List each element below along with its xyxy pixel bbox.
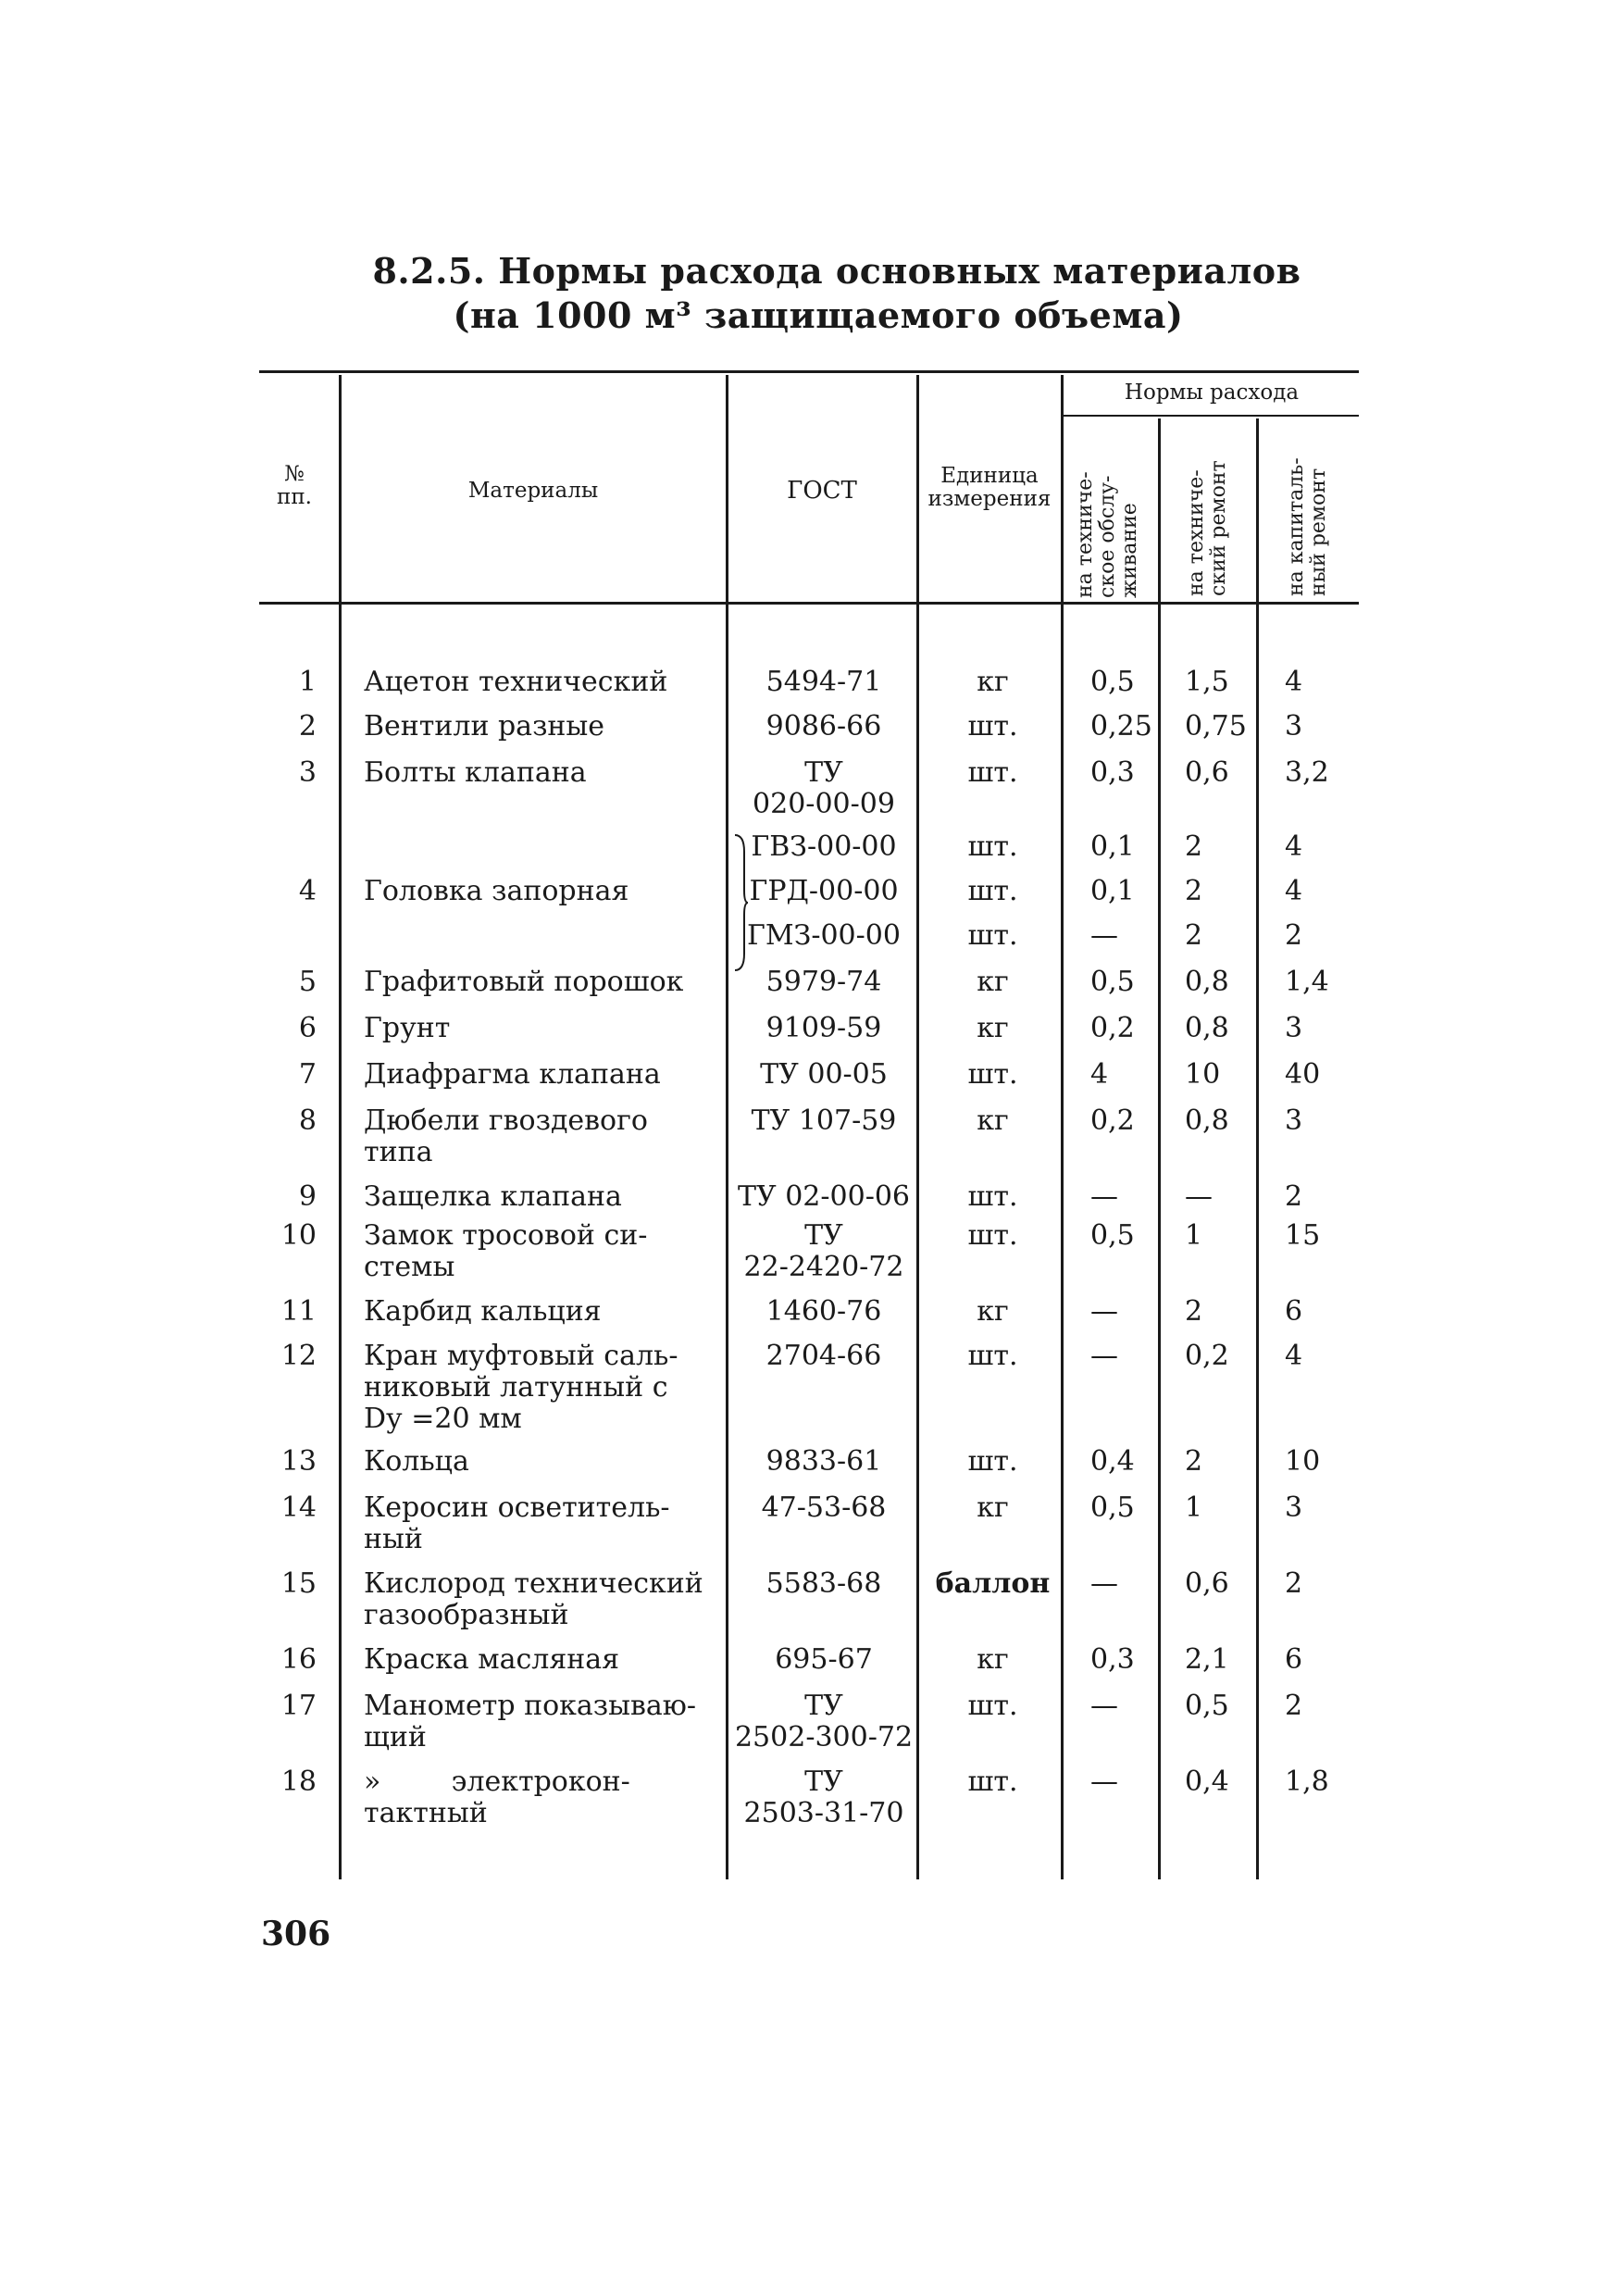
page-title: 8.2.5. Нормы расхода основных материалов [372, 250, 1301, 292]
row-norm-kr: 4 [1285, 830, 1303, 863]
header-gost: ГОСТ [787, 477, 857, 505]
row-material: Манометр показываю- щий [364, 1690, 697, 1753]
row-norm-tr: 0,6 [1185, 756, 1229, 789]
row-unit: кг [977, 666, 1009, 698]
row-material: » электрокон- тактный [364, 1766, 630, 1829]
row-norm-tr: 0,8 [1185, 1104, 1229, 1137]
row-material: Кольца [364, 1445, 469, 1478]
row-unit: кг [977, 1012, 1009, 1044]
row-norm-to: — [1090, 1340, 1118, 1372]
row-material: Кислород технический газообразный [364, 1567, 703, 1631]
row-number: 4 [298, 875, 317, 907]
row-norm-kr: 2 [1285, 1690, 1303, 1722]
norms-group-rule [1063, 415, 1359, 417]
row-norm-kr: 10 [1285, 1445, 1321, 1478]
row-number: 8 [298, 1104, 317, 1137]
row-material: Графитовый порошок [364, 966, 684, 998]
row-gost: ГРД-00-00 [749, 875, 899, 907]
row-norm-to: 0,2 [1090, 1012, 1135, 1044]
row-norm-kr: 2 [1285, 1180, 1303, 1213]
row-number: 12 [280, 1340, 317, 1372]
table-top-rule [259, 370, 1359, 373]
row-unit: баллон [935, 1567, 1051, 1600]
header-material: Материалы [467, 479, 599, 503]
row-number: 9 [298, 1180, 317, 1213]
row-number: 11 [280, 1295, 317, 1328]
row-number: 13 [280, 1445, 317, 1478]
row-norm-tr: 0,2 [1185, 1340, 1229, 1372]
row-unit: кг [977, 1295, 1009, 1328]
row-unit: кг [977, 1491, 1009, 1524]
page-number: 306 [261, 1915, 331, 1953]
row-norm-tr: 10 [1185, 1058, 1221, 1091]
row-gost: 5494-71 [765, 666, 882, 698]
row-norm-tr: 0,75 [1185, 710, 1247, 742]
col-divider [339, 375, 342, 1879]
row-material: Защелка клапана [364, 1180, 622, 1213]
header-norms-group: Нормы расхода [1124, 381, 1300, 405]
row-gost: ТУ 22-2420-72 [743, 1219, 904, 1283]
row-number: 3 [298, 756, 317, 789]
row-unit: шт. [967, 1445, 1018, 1478]
row-norm-tr: 0,5 [1185, 1690, 1229, 1722]
row-norm-tr: 2 [1185, 1295, 1203, 1328]
row-material: Вентили разные [364, 710, 605, 742]
row-gost: 9833-61 [765, 1445, 882, 1478]
row-unit: кг [977, 966, 1009, 998]
row-material: Замок тросовой си- стемы [364, 1219, 648, 1283]
row-gost: ТУ 2503-31-70 [743, 1766, 904, 1829]
row-unit: шт. [967, 1340, 1018, 1372]
row-unit: шт. [967, 1180, 1018, 1213]
row-norm-kr: 3 [1285, 1104, 1303, 1137]
header-num: № пп. [277, 462, 312, 509]
row-unit: кг [977, 1643, 1009, 1676]
row-number: 5 [298, 966, 317, 998]
row-material: Керосин осветитель- ный [364, 1491, 670, 1555]
row-norm-kr: 3 [1285, 710, 1303, 742]
row-material: Дюбели гвоздевого типа [364, 1104, 648, 1168]
row-unit: шт. [967, 875, 1018, 907]
row-gost: 1460-76 [765, 1295, 882, 1328]
row-norm-tr: 0,4 [1185, 1766, 1229, 1798]
row-unit: шт. [967, 1219, 1018, 1252]
row-gost: ТУ 00-05 [760, 1058, 888, 1091]
row-material: Грунт [364, 1012, 451, 1044]
row-material: Краска масляная [364, 1643, 620, 1676]
row-number: 10 [280, 1219, 317, 1252]
row-gost: 9086-66 [765, 710, 882, 742]
row-norm-kr: 1,4 [1285, 966, 1329, 998]
row-norm-tr: 1 [1185, 1491, 1203, 1524]
row-number: 18 [280, 1766, 317, 1798]
row-norm-kr: 4 [1285, 875, 1303, 907]
row-norm-to: 0,1 [1090, 830, 1135, 863]
row-material: Кран муфтовый саль- никовый латунный с Dу =20 мм [364, 1340, 678, 1435]
row-number: 14 [280, 1491, 317, 1524]
row-unit: шт. [967, 710, 1018, 742]
row-norm-to: 0,2 [1090, 1104, 1135, 1137]
row-unit: шт. [967, 1766, 1018, 1798]
row-material: Диафрагма клапана [364, 1058, 661, 1091]
row-norm-to: — [1090, 1295, 1118, 1328]
row-gost: ГМЗ-00-00 [747, 919, 901, 952]
row-norm-to: 4 [1090, 1058, 1109, 1091]
row-gost: ТУ 107-59 [751, 1104, 897, 1137]
row-gost: ТУ 020-00-09 [753, 756, 895, 820]
row-unit: шт. [967, 919, 1018, 952]
row-norm-tr: 0,6 [1185, 1567, 1229, 1600]
row-norm-kr: 3 [1285, 1012, 1303, 1044]
row-norm-to: 0,4 [1090, 1445, 1135, 1478]
row-norm-kr: 2 [1285, 919, 1303, 952]
col-divider [916, 375, 919, 1879]
row-norm-tr: — [1185, 1180, 1213, 1213]
row-unit: шт. [967, 756, 1018, 789]
row-norm-kr: 40 [1285, 1058, 1321, 1091]
row-norm-tr: 1 [1185, 1219, 1203, 1252]
row-norm-to: 0,5 [1090, 1219, 1135, 1252]
row-norm-tr: 2,1 [1185, 1643, 1229, 1676]
row-unit: шт. [967, 1690, 1018, 1722]
row-material: Болты клапана [364, 756, 587, 789]
row-gost: 5583-68 [765, 1567, 882, 1600]
row-norm-to: — [1090, 1180, 1118, 1213]
row-norm-to: 0,25 [1090, 710, 1152, 742]
header-norm-to: на техниче-ское обслу-живание [1074, 471, 1141, 598]
row-norm-kr: 4 [1285, 666, 1303, 698]
row-norm-tr: 1,5 [1185, 666, 1229, 698]
row-norm-to: 0,1 [1090, 875, 1135, 907]
row-number: 15 [280, 1567, 317, 1600]
row-norm-tr: 2 [1185, 830, 1203, 863]
row-norm-to: — [1090, 1766, 1118, 1798]
row-norm-tr: 2 [1185, 875, 1203, 907]
row-number: 2 [298, 710, 317, 742]
row-norm-to: — [1090, 1690, 1118, 1722]
row-gost: 695-67 [775, 1643, 873, 1676]
row-material: Карбид кальция [364, 1295, 602, 1328]
header-norm-kr: на капиталь-ный ремонт [1285, 457, 1330, 596]
row-gost: 9109-59 [765, 1012, 882, 1044]
row-norm-kr: 6 [1285, 1643, 1303, 1676]
row-norm-kr: 6 [1285, 1295, 1303, 1328]
header-unit: Единица измерения [927, 464, 1052, 511]
row-number: 7 [298, 1058, 317, 1091]
row-norm-tr: 0,8 [1185, 966, 1229, 998]
row-unit: шт. [967, 1058, 1018, 1091]
row-norm-to: — [1090, 1567, 1118, 1600]
header-norm-tr: на техниче-ский ремонт [1185, 460, 1230, 596]
header-bottom-rule [259, 602, 1359, 605]
row-gost: ГВЗ-00-00 [751, 830, 897, 863]
row-norm-tr: 0,8 [1185, 1012, 1229, 1044]
row-norm-kr: 2 [1285, 1567, 1303, 1600]
row-norm-tr: 2 [1185, 919, 1203, 952]
row-number: 6 [298, 1012, 317, 1044]
row-material: Ацетон технический [364, 666, 668, 698]
row-number: 17 [280, 1690, 317, 1722]
row-norm-to: 0,5 [1090, 966, 1135, 998]
row-number: 16 [280, 1643, 317, 1676]
col-divider [1061, 375, 1064, 1879]
row-gost: 2704-66 [765, 1340, 882, 1372]
row-gost: 47-53-68 [761, 1491, 887, 1524]
page-subtitle: (на 1000 м³ защищаемого объема) [453, 294, 1184, 336]
row-norm-to: 0,3 [1090, 756, 1135, 789]
row-norm-to: 0,5 [1090, 666, 1135, 698]
row-gost: ТУ 02-00-06 [737, 1180, 911, 1213]
row-gost: ТУ 2502-300-72 [734, 1690, 914, 1753]
row-norm-to: 0,3 [1090, 1643, 1135, 1676]
row-norm-kr: 15 [1285, 1219, 1321, 1252]
row-gost: 5979-74 [765, 966, 882, 998]
row-norm-kr: 1,8 [1285, 1766, 1329, 1798]
row-unit: шт. [967, 830, 1018, 863]
row-material: Головка запорная [364, 875, 629, 907]
row-norm-tr: 2 [1185, 1445, 1203, 1478]
row-unit: кг [977, 1104, 1009, 1137]
row-norm-kr: 3,2 [1285, 756, 1329, 789]
row-number: 1 [298, 666, 317, 698]
row-norm-to: — [1090, 919, 1118, 952]
row-norm-kr: 3 [1285, 1491, 1303, 1524]
row-norm-kr: 4 [1285, 1340, 1303, 1372]
row-norm-to: 0,5 [1090, 1491, 1135, 1524]
